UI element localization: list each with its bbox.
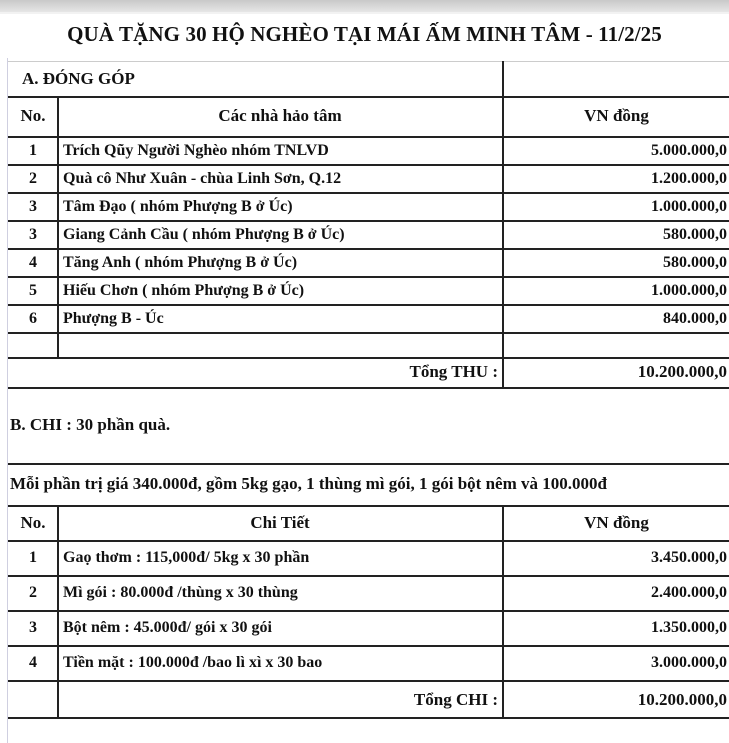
donation-amount: 1.200.000,0 (651, 170, 727, 187)
table-border (8, 192, 729, 194)
total-expense-label: Tổng CHI : (413, 690, 498, 709)
expense-detail: Tiền mặt : 100.000đ /bao lì xì x 30 bao (63, 654, 323, 671)
table-border (8, 136, 729, 138)
donor-name: Tâm Đạo ( nhóm Phượng B ở Úc) (63, 198, 293, 215)
table-border (8, 575, 729, 577)
donor-name: Trích Qũy Người Nghèo nhóm TNLVD (63, 142, 329, 159)
table-border (8, 96, 729, 98)
table-border (8, 164, 729, 166)
section-a-heading: A. ĐÓNG GÓP (22, 69, 135, 88)
table-border (8, 717, 729, 719)
row-number: 2 (29, 584, 37, 601)
table-border (8, 463, 729, 465)
table-border (8, 332, 729, 334)
expense-amount: 2.400.000,0 (651, 584, 727, 601)
col-header-amount: VN đồng (584, 106, 649, 125)
total-income-value: 10.200.000,0 (637, 362, 727, 381)
expense-amount: 3.450.000,0 (651, 549, 727, 566)
donor-name: Quà cô Như Xuân - chùa Linh Sơn, Q.12 (63, 170, 342, 187)
total-income-label: Tổng THU : (409, 362, 498, 381)
row-number: 3 (29, 198, 37, 215)
donor-name: Giang Cảnh Cầu ( nhóm Phượng B ở Úc) (63, 226, 345, 243)
row-number: 1 (29, 549, 37, 566)
row-number: 1 (29, 142, 37, 159)
donation-amount: 840.000,0 (663, 310, 727, 327)
expense-detail: Gaọ thơm : 115,000đ/ 5kg x 30 phần (63, 549, 310, 566)
col-header-donors: Các nhà hảo tâm (218, 106, 342, 125)
table-border (8, 387, 729, 389)
table-border (8, 248, 729, 250)
donation-amount: 1.000.000,0 (651, 282, 727, 299)
col-header-detail: Chi Tiết (250, 513, 310, 532)
section-b-description: Mỗi phần trị giá 340.000đ, gồm 5kg gạo, 1 thùng mì gói, 1 gói bột nêm và 100.000đ (10, 474, 607, 493)
grid-line (8, 61, 729, 62)
donor-name: Tăng Anh ( nhóm Phượng B ở Úc) (63, 254, 298, 271)
donation-amount: 5.000.000,0 (651, 142, 727, 159)
row-number: 4 (29, 654, 37, 671)
table-border (8, 610, 729, 612)
row-number: 5 (29, 282, 37, 299)
col-header-no: No. (20, 106, 46, 125)
row-number: 3 (29, 226, 37, 243)
expense-amount: 1.350.000,0 (651, 619, 727, 636)
row-number: 2 (29, 170, 37, 187)
total-expense-value: 10.200.000,0 (637, 690, 727, 709)
expense-amount: 3.000.000,0 (651, 654, 727, 671)
expense-detail: Bột nêm : 45.000đ/ gói x 30 gói (63, 619, 272, 636)
document-title: QUÀ TẶNG 30 HỘ NGHÈO TẠI MÁI ẤM MINH TÂM - 11/2/25 (67, 22, 662, 46)
row-number: 3 (29, 619, 37, 636)
expense-detail: Mì gói : 80.000đ /thùng x 30 thùng (63, 584, 298, 601)
col-header-amount: VN đồng (584, 513, 649, 532)
table-border (8, 680, 729, 682)
table-border (8, 645, 729, 647)
divider (0, 12, 729, 14)
row-number: 6 (29, 310, 37, 327)
table-border (8, 505, 729, 507)
donation-amount: 580.000,0 (663, 226, 727, 243)
table-border (8, 357, 729, 359)
table-border (8, 276, 729, 278)
donor-name: Hiếu Chơn ( nhóm Phượng B ở Úc) (63, 282, 305, 299)
col-header-no: No. (20, 513, 46, 532)
table-border (8, 540, 729, 542)
section-b-heading: B. CHI : 30 phần quà. (10, 415, 171, 434)
donation-amount: 1.000.000,0 (651, 198, 727, 215)
table-border (8, 220, 729, 222)
donor-name: Phượng B - Úc (63, 310, 164, 327)
table-border (8, 304, 729, 306)
donation-amount: 580.000,0 (663, 254, 727, 271)
window-top-bar (0, 0, 729, 12)
row-number: 4 (29, 254, 37, 271)
